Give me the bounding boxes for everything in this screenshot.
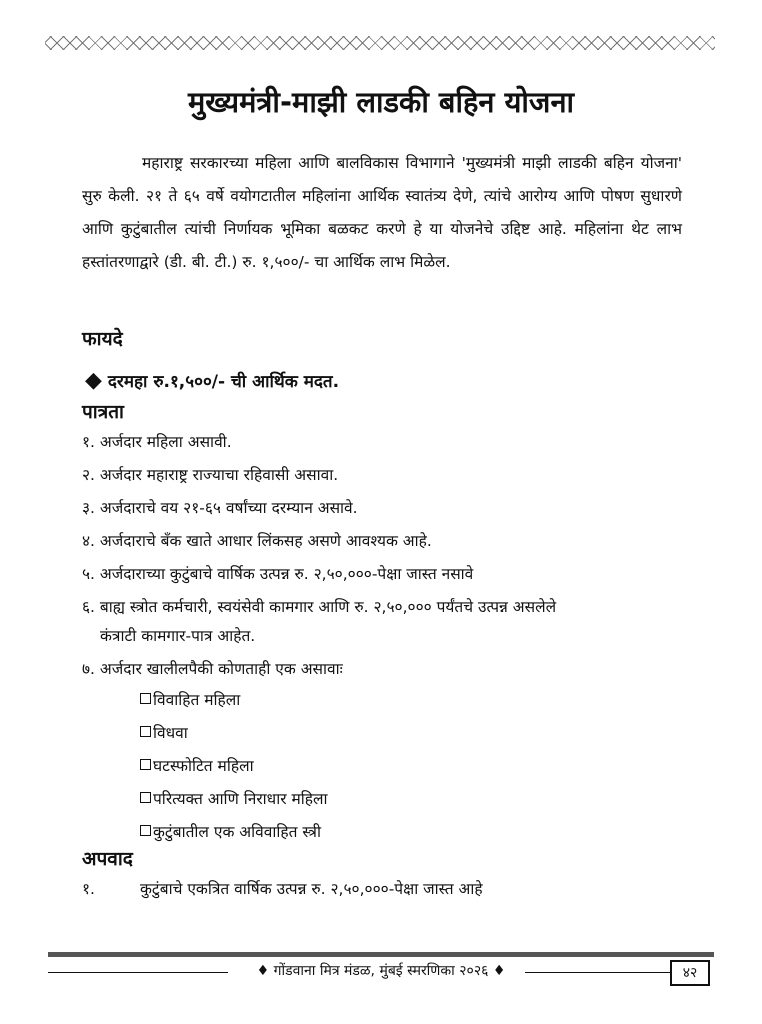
exception-item: कुटुंबाचे एकत्रित वार्षिक उत्पन्न रु. २,५०,०००-पेक्षा जास्त आहे: [140, 880, 483, 898]
list-item: २. अर्जदार महाराष्ट्र राज्याचा रहिवासी असावा.: [82, 466, 339, 484]
eligibility-heading: पात्रता: [82, 401, 124, 423]
footer-rule: [48, 952, 714, 957]
benefit-item: [85, 368, 339, 393]
checkbox-icon: [140, 825, 151, 836]
diamond-bullet-icon: ◆: [85, 368, 102, 393]
checkbox-icon: [140, 792, 151, 803]
footer-text: ♦ गोंडवाना मित्र मंडळ, मुंबई स्मरणिका २०२६ ♦: [256, 963, 506, 979]
benefits-heading: फायदे: [82, 328, 123, 350]
list-item: ५. अर्जदाराच्या कुटुंबाचे वार्षिक उत्पन्न रु. २,५०,०००-पेक्षा जास्त नसावे: [82, 565, 474, 583]
sub-item: कुटुंबातील एक अविवाहित स्त्री: [140, 820, 321, 842]
list-item: १. अर्जदार महिला असावी.: [82, 433, 232, 451]
top-ornament-border: [45, 36, 715, 50]
sub-item: विधवा: [140, 721, 188, 743]
list-item-continuation: कंत्राटी कामगार-पात्र आहेत.: [100, 627, 256, 645]
sub-item: विवाहित महिला: [140, 688, 240, 710]
intro-paragraph: महाराष्ट्र सरकारच्या महिला आणि बालविकास विभागाने 'मुख्यमंत्री माझी लाडकी बहिन योजना' सुरु केली. २१ ते ६५ वर्षे वयोगटातील महिलांना आर्थिक स्वातंत्र्य देणे, त्यांचे आरोग्य आणि पोषण सुधारणे आणि कुटुंबातील त्यांची निर्णायक भूमिका बळकट करणे हे या योजनेचे उद्दिष्ट आहे. महिलांना थेट लाभ हस्तांतरणाद्वारे (डी. बी. टी.) रु. १,५००/- चा आर्थिक लाभ मिळेल.: [82, 154, 682, 271]
checkbox-icon: [140, 759, 151, 770]
list-item: ७. अर्जदार खालीलपैकी कोणताही एक असावाः: [82, 660, 343, 678]
checkbox-icon: [140, 693, 151, 704]
exception-number: १.: [82, 880, 95, 898]
list-item: ४. अर्जदाराचे बँक खाते आधार लिंकसह असणे आवश्यक आहे.: [82, 532, 432, 550]
sub-item: परित्यक्त आणि निराधार महिला: [140, 787, 328, 809]
exceptions-heading: अपवाद: [82, 848, 133, 870]
list-item: ३. अर्जदाराचे वय २१-६५ वर्षांच्या दरम्यान असावे.: [82, 499, 358, 517]
benefit-text: दरमहा रु.१,५००/- ची आर्थिक मदत.: [107, 372, 340, 392]
page-number: ४२: [670, 960, 710, 986]
page-title: मुख्यमंत्री-माझी लाडकी बहिन योजना: [187, 85, 575, 119]
checkbox-icon: [140, 726, 151, 737]
sub-item: घटस्फोटित महिला: [140, 754, 254, 776]
list-item: ६. बाह्य स्त्रोत कर्मचारी, स्वयंसेवी कामगार आणि रु. २,५०,००० पर्यंतचे उत्पन्न असलेले: [82, 598, 557, 616]
